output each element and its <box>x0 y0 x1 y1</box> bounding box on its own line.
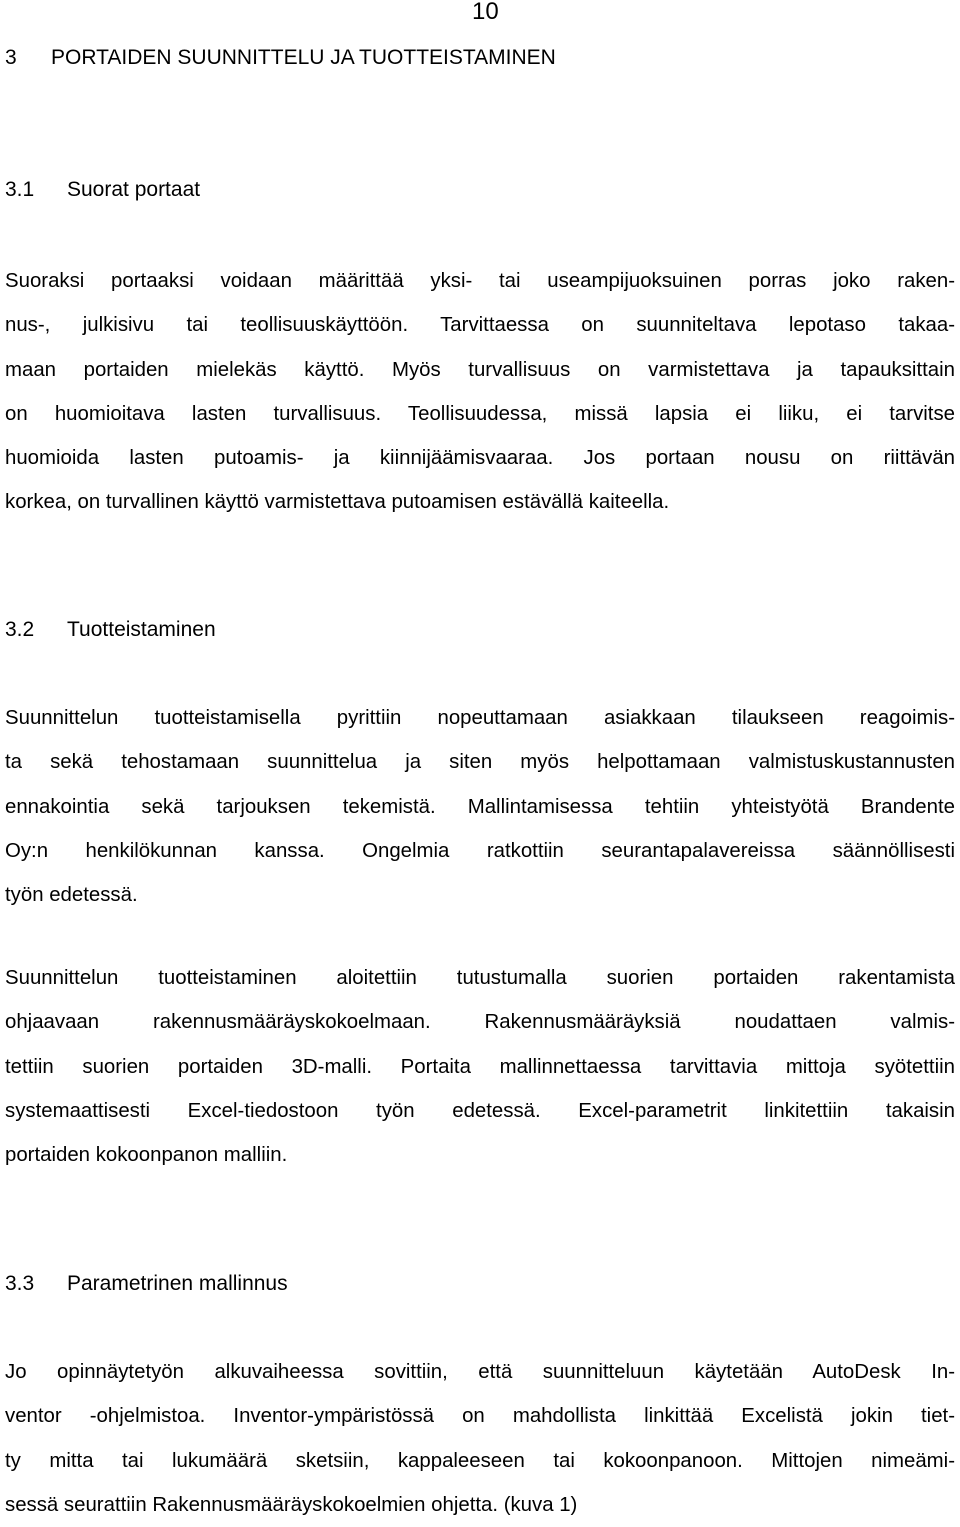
paragraph-line: maan portaiden mielekäs käyttö. Myös turvallisuus on varmistettava ja tapauksittain <box>5 358 955 381</box>
chapter-title: PORTAIDEN SUUNNITTELU JA TUOTTEISTAMINEN <box>51 46 556 69</box>
paragraph-line: Oy:n henkilökunnan kanssa. Ongelmia ratkottiin seurantapalavereissa säännöllisesti <box>5 839 955 862</box>
paragraph-3-3-1 <box>5 1350 955 1527</box>
section-title: Suorat portaat <box>67 178 201 201</box>
section-number: 3.2 <box>5 618 35 641</box>
paragraph-line: systemaattisesti Excel-tiedostoon työn edetessä. Excel-parametrit linkitettiin takaisin <box>5 1099 955 1122</box>
paragraph-line: nus-, julkisivu tai teollisuuskäyttöön. Tarvittaessa on suunniteltava lepotaso takaa- <box>5 314 955 337</box>
section-heading-3-3 <box>5 1270 288 1298</box>
paragraph-line: Suoraksi portaaksi voidaan määrittää yksi- tai useampijuoksuinen porras joko raken- <box>5 270 955 292</box>
section-heading-3-2 <box>5 616 216 644</box>
paragraph-line: huomioida lasten putoamis- ja kiinnijäämisvaaraa. Jos portaan nousu on riittävän <box>5 447 955 470</box>
paragraph-line: tettiin suorien portaiden 3D-malli. Portaita mallinnettaessa tarvittavia mittoja syötettiin <box>5 1055 955 1078</box>
chapter-number: 3 <box>5 46 17 69</box>
paragraph-line: korkea, on turvallinen käyttö varmistettava putoamisen estävällä kaiteella. <box>5 491 670 514</box>
section-number: 3.1 <box>5 178 35 201</box>
paragraph-line: ta sekä tehostamaan suunnittelua ja siten myös helpottamaan valmistuskustannusten <box>5 751 955 774</box>
section-title: Parametrinen mallinnus <box>67 1272 288 1295</box>
paragraph-line: ventor -ohjelmistoa. Inventor-ympäristössä on mahdollista linkittää Excelistä jokin tiet- <box>5 1405 955 1428</box>
paragraph-line: Suunnittelun tuotteistaminen aloitettiin tutustumalla suorien portaiden rakentamista <box>5 967 955 989</box>
paragraph-line: ty mitta tai lukumäärä sketsiin, kappaleeseen tai kokoonpanoon. Mittojen nimeämi- <box>5 1449 955 1472</box>
paragraph-line: sessä seurattiin Rakennusmääräyskokoelmien ohjetta. (kuva 1) <box>5 1493 578 1516</box>
paragraph-3-2-2 <box>5 956 955 1177</box>
section-number: 3.3 <box>5 1272 35 1295</box>
paragraph-line: työn edetessä. <box>5 884 138 907</box>
paragraph-line: on huomioitava lasten turvallisuus. Teollisuudessa, missä lapsia ei liiku, ei tarvitse <box>5 402 955 425</box>
paragraph-line: ohjaavaan rakennusmääräyskokoelmaan. Rakennusmääräyksiä noudattaen valmis- <box>5 1011 955 1034</box>
paragraph-line: portaiden kokoonpanon malliin. <box>5 1144 288 1167</box>
paragraph-line: Suunnittelun tuotteistamisella pyrittiin nopeuttamaan asiakkaan tilaukseen reagoimis- <box>5 707 955 729</box>
chapter-heading <box>5 44 556 72</box>
paragraph-3-2-1 <box>5 696 955 917</box>
paragraph-line: ennakointia sekä tarjouksen tekemistä. Mallintamisessa tehtiin yhteistyötä Brandente <box>5 795 955 818</box>
section-title: Tuotteistaminen <box>67 618 216 641</box>
paragraph-line: Jo opinnäytetyön alkuvaiheessa sovittiin, että suunnitteluun käytetään AutoDesk In- <box>5 1361 955 1383</box>
paragraph-3-1-1 <box>5 259 955 525</box>
page-number: 10 <box>472 0 499 25</box>
section-heading-3-1 <box>5 176 200 204</box>
